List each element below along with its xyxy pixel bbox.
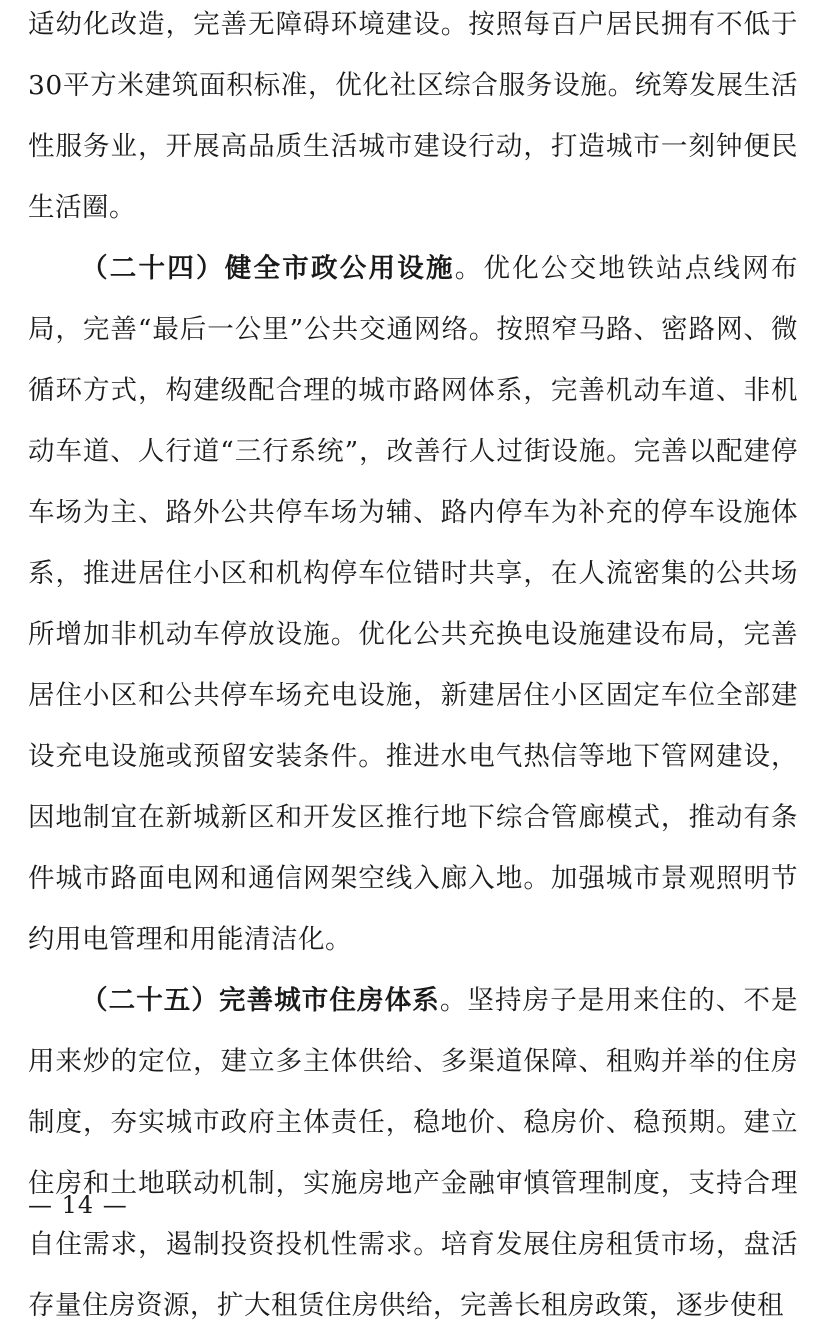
paragraph-section-24 xyxy=(28,238,798,970)
paragraph-body: 适幼化改造，完善无障碍环境建设。按照每百户居民拥有不低于30平方米建筑面积标准，优化社区综合服务设施。统筹发展生活性服务业，开展高品质生活城市建设行动，打造城市一刻钟便民生活圈。 xyxy=(28,9,798,223)
section-heading-25: （二十五）完善城市住房体系 xyxy=(81,985,440,1016)
paragraph-body: 。坚持房子是用来住的、不是用来炒的定位，建立多主体供给、多渠道保障、租购并举的住房制度，夯实城市政府主体责任，稳地价、稳房价、稳预期。建立住房和土地联动机制，实施房地产金融审慎管理制度，支持合理自住需求，遏制投资投机性需求。培育发展住房租赁市场，盘活存量住房资源，扩大租赁住房供给，完善长租房政策，逐步使租 xyxy=(28,985,799,1321)
paragraph-body: 。优化公交地铁站点线网布局，完善“最后一公里”公共交通网络。按照窄马路、密路网、微循环方式，构建级配合理的城市路网体系，完善机动车道、非机动车道、人行道“三行系统”，改善行人过街设施。完善以配建停车场为主、路外公共停车场为辅、路内停车为补充的停车设施体系，推进居住小区和机构停车位错时共享，在人流密集的公共场所增加非机动车停放设施。优化公共充换电设施建设布局，完善居住小区和公共停车场充电设施，新建居住小区固定车位全部建设充电设施或预留安装条件。推进水电气热信等地下管网建设，因地制宜在新城新区和开发区推行地下综合管廊模式，推动有条件城市路面电网和通信网架空线入廊入地。加强城市景观照明节约用电管理和用能清洁化。 xyxy=(28,253,798,955)
document-page xyxy=(28,0,798,1336)
section-heading-24: （二十四）健全市政公用设施 xyxy=(81,253,455,284)
page-number: — 14 — xyxy=(28,1191,128,1219)
paragraph-section-25 xyxy=(28,970,798,1336)
paragraph-continued xyxy=(28,0,798,238)
